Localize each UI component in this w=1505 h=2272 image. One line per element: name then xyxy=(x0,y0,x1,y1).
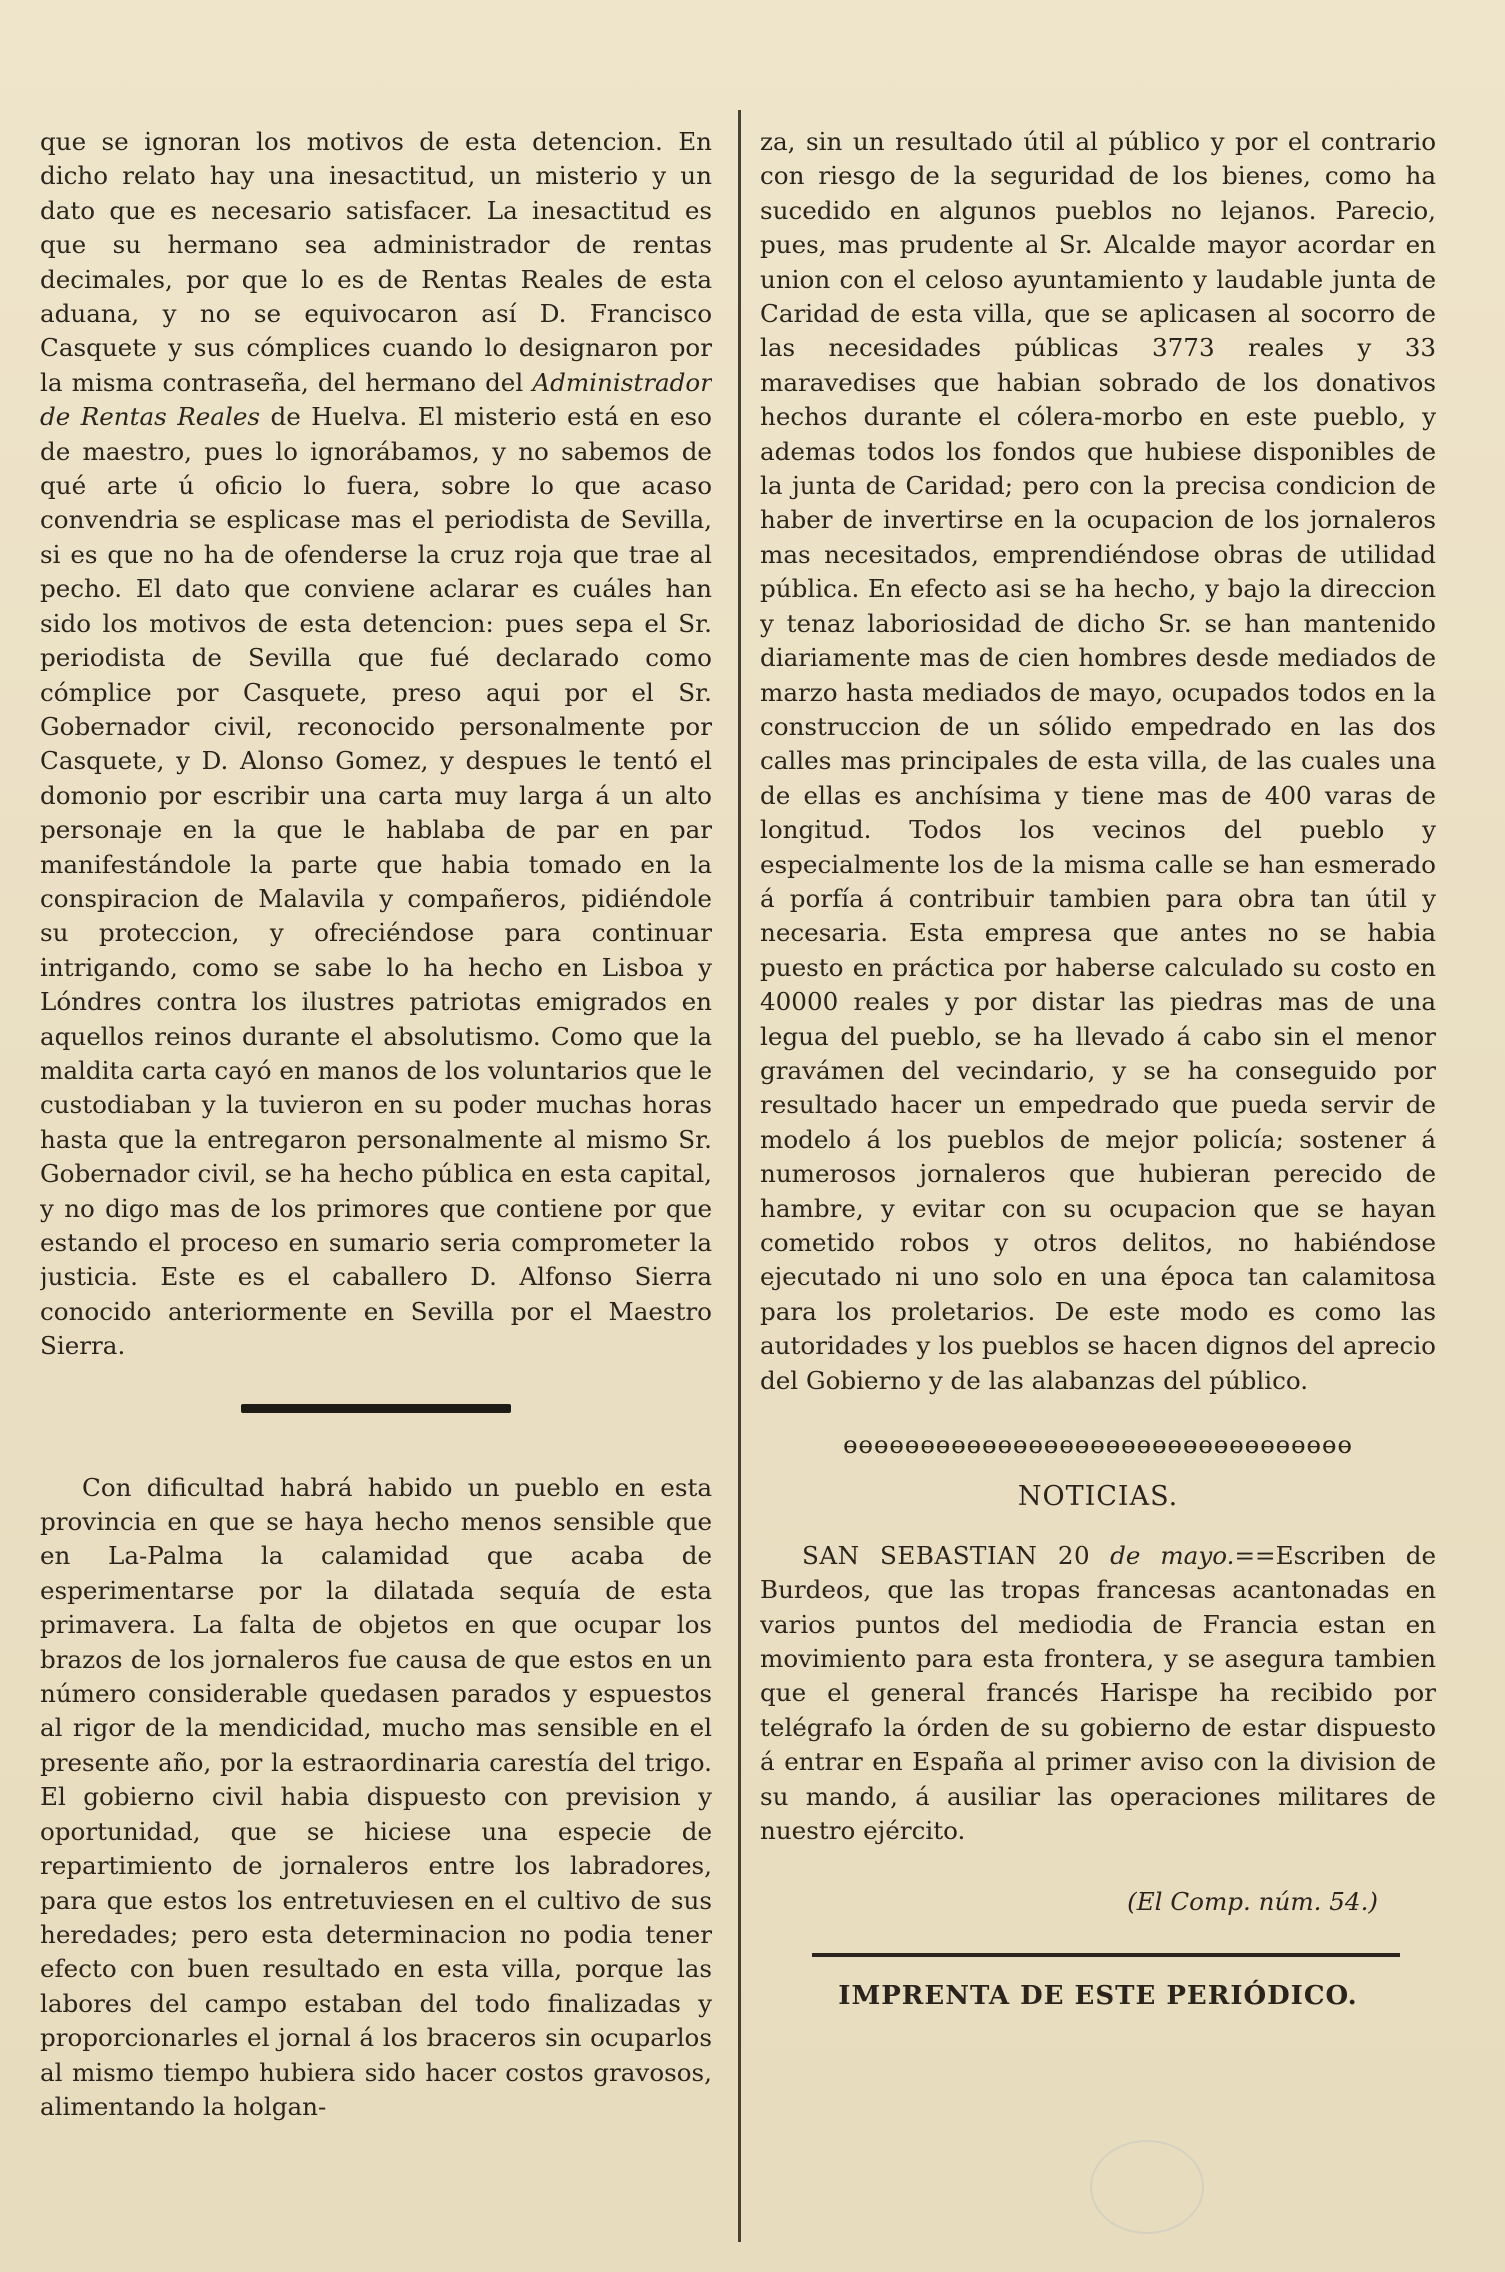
left-column xyxy=(40,125,712,2242)
news-dateline-month: de mayo. xyxy=(1110,1540,1235,1570)
news-body: Escriben de Burdeos, que las tropas francesas acantonadas en varios puntos del mediodia de Francia estan en movimiento para esta frontera, y se asegura tambien que el general francés Harispe ha recibido por telégrafo la órden de su gobierno de estar dispuesto á entrar en España al primer aviso con la division de su mando, á ausiliar las operaciones militares de nuestro ejército. xyxy=(760,1540,1436,1846)
column-divider xyxy=(738,110,741,2242)
ornamental-border: ɵɵɵɵɵɵɵɵɵɵɵɵɵɵɵɵɵɵɵɵɵɵɵɵɵɵɵɵɵɵɵɵɵ xyxy=(843,1431,1353,1460)
section-separator xyxy=(241,1404,511,1413)
right-column xyxy=(760,125,1436,2242)
section-heading-noticias: NOTICIAS. xyxy=(1017,1481,1179,1513)
article-la-palma-continued: za, sin un resultado útil al público y por el contrario con riesgo de la seguridad de los bienes, como ha sucedido en algunos pueblos no lejanos. Parecio, pues, mas prudente al Sr. Alcalde mayor acordar en union con el celoso ayuntamiento y laudable junta de Caridad de esta villa, que se aplicasen al socorro de las necesidades públicas 3773 reales y 33 maravedises que habian sobrado de los donativos hechos durante el cólera-morbo en este pueblo, y ademas todos los fondos que hubiese disponibles de la junta de Caridad; pero con la precisa condicion de haber de invertirse en la ocupacion de los jornaleros mas necesitados, emprendiéndose obras de utilidad pública. En efecto asi se ha hecho, y bajo la direccion y tenaz laboriosidad de dicho Sr. se han mantenido diariamente mas de cien hombres desde mediados de marzo hasta mediados de mayo, ocupados todos en la construccion de un sólido empedrado en las dos calles mas principales de esta villa, de las cuales una de ellas es anchísima y tiene mas de 400 varas de longitud. Todos los vecinos del pueblo y especialmente los de la misma calle se han esmerado á porfía á contribuir tambien para obra tan útil y necesaria. Esta empresa que antes no se habia puesto en práctica por haberse calculado su costo en 40000 reales y por distar las piedras mas de una legua del pueblo, se ha llevado á cabo sin el menor gravámen del vecindario, y se ha conseguido por resultado hacer un empedrado que pueda servir de modelo á los pueblos de mejor policía; sostener á numerosos jornaleros que hubieran perecido de hambre, y evitar con su ocupacion que se hayan cometido robos y otros delitos, no habiéndose ejecutado ni uno solo en una época tan calamitosa para los proletarios. De este modo es como las autoridades y los pueblos se hacen dignos del aprecio del Gobierno y de las alabanzas del público. xyxy=(760,127,1436,1395)
text-run: que se ignoran los motivos de esta detencion. En dicho relato hay una inesactitud, un misterio y un dato que es necesario satisfacer. La inesactitud es que su hermano sea administrador de rentas decimales, por que lo es de Rentas Reales de esta aduana, y no se equivocaron así D. Francisco Casquete y sus cómplices cuando lo designaron por la misma contraseña, del hermano del xyxy=(40,127,712,397)
article-la-palma-text: Con dificultad habrá habido un pueblo en esta provincia en que se haya hecho menos sensible que en La-Palma la calamidad que acaba de esperimentarse por la dilatada sequía de esta primavera. La falta de objetos en que ocupar los brazos de los jornaleros fue causa de que estos en un número considerable quedasen parados y espuestos al rigor de la mendicidad, mucho mas sensible en el presente año, por la estraordinaria carestía del trigo. El gobierno civil habia dispuesto con prevision y oportunidad, que se hiciese una especie de repartimiento de jornaleros entre los labradores, para que estos los entretuviesen en el cultivo de sus heredades; pero esta determinacion no podia tener efecto con buen resultado en esta villa, porque las labores del campo estaban del todo finalizadas y proporcionarles el jornal á los braceros sin ocuparlos al mismo tiempo hubiera sido hacer costos gravosos, alimentando la holgan- xyxy=(40,1472,712,2121)
footer-rule xyxy=(812,1953,1400,1957)
source-citation: (El Comp. núm. 54.) xyxy=(1127,1886,1378,1916)
news-item-san-sebastian xyxy=(760,1539,1436,1849)
text-run: de Huelva. El misterio está en eso de maestro, pues lo ignorábamos, y no sabemos de qué arte ú oficio lo fuera, sobre lo que acaso convendria se esplicase mas el periodista de Sevilla, si es que no ha de ofenderse la cruz roja que trae al pecho. El dato que conviene aclarar es cuáles han sido los motivos de esta detencion: pues sepa el Sr. periodista de Sevilla que fué declarado como cómplice por Casquete, preso aqui por el Sr. Gobernador civil, reconocido personalmente por Casquete, y D. Alonso Gomez, y despues le tentó el domonio por escribir una carta muy larga á un alto personaje en la que le hablaba de par en par manifestándole la parte que habia tomado en la conspiracion de Malavila y compañeros, pidiéndole su proteccion, y ofreciéndose para continuar intrigando, como se sabe lo ha hecho en Lisboa y Lóndres contra los ilustres patriotas emigrados en aquellos reinos durante el absolutismo. Como que la maldita carta cayó en manos de los voluntarios que le custodiaban y la tuvieron en su poder muchas horas hasta que la entregaron personalmente al mismo Sr. Gobernador civil, se ha hecho pública en esta capital, y no digo mas de los primores que contiene por que estando el proceso en sumario seria comprometer la justicia. Este es el caballero D. Alfonso Sierra conocido anteriormente en Sevilla por el Maestro Sierra. xyxy=(40,402,712,1361)
imprint-line: IMPRENTA DE ESTE PERIÓDICO. xyxy=(838,1980,1358,2011)
italic-phrase: Administrador de Rentas Reales xyxy=(40,367,712,432)
news-dash: == xyxy=(1234,1540,1276,1570)
library-stamp-mark xyxy=(1090,2140,1204,2234)
article-detention-text xyxy=(40,125,712,1364)
news-dateline: SAN SEBASTIAN 20 xyxy=(802,1540,1091,1570)
